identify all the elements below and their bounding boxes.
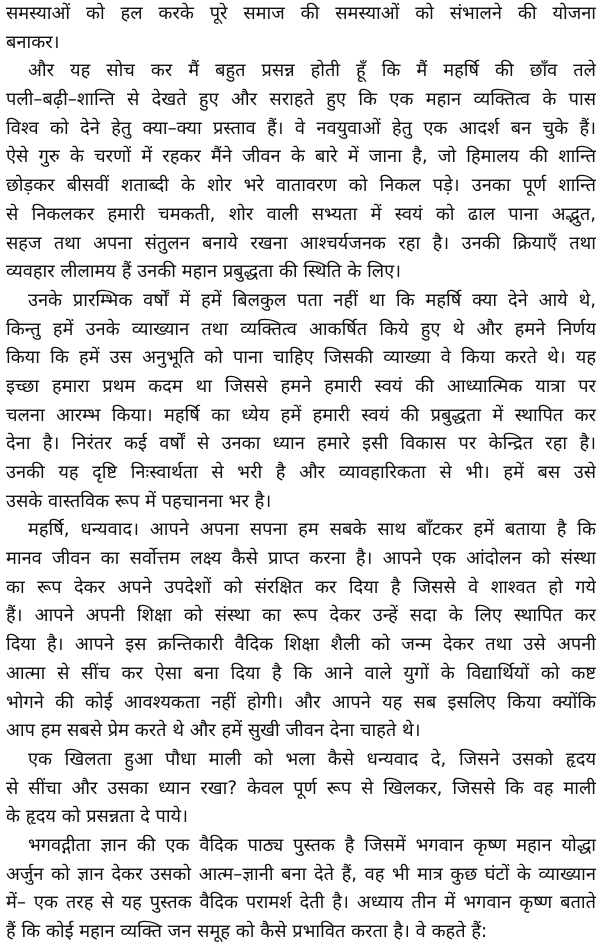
text-line: इच्छा हमारा प्रथम कदम था जिससे हमने हमारी स्वयं की आध्यात्मिक यात्रा पर	[6, 375, 596, 397]
text-line: के हृदय को प्रसन्नता दे पाये।	[6, 806, 188, 828]
text-line: भोगने की कोई आवश्यकता नहीं होगी। और आपने यह सब इसलिए किया क्योंकि	[6, 691, 596, 713]
text-line: महर्षि, धन्यवाद। आपने अपना सपना हम सबके साथ बाँटकर हमें बताया है कि	[28, 519, 596, 541]
paragraph-6	[6, 832, 596, 947]
text-line: उनके प्रारम्भिक वर्षों में हमें बिलकुल पता नहीं था कि महर्षि क्या देने आये थे,	[28, 289, 596, 311]
text-line: विश्व को देने हेतु क्या–क्या प्रस्ताव हैं। वे नवयुवाओं हेतु एक आदर्श बन चुके हैं।	[6, 117, 596, 139]
paragraph-2	[6, 57, 596, 287]
text-line: और यह सोच कर मैं बहुत प्रसन्न होती हूँ कि मैं महर्षि की छाँव तले	[28, 60, 596, 82]
text-line: एक खिलता हुआ पौधा माली को भला कैसे धन्यवाद दे, जिसने उसको हृदय	[28, 748, 596, 770]
text-line: हैं कि कोई महान व्यक्ति जन समूह को कैसे प्रभावित करता है। वे कहते हैं:	[6, 921, 488, 942]
text-line: अर्जुन को ज्ञान देकर उसको आत्म–ज्ञानी बना देते हैं, वह भी मात्र कुछ घंटों के व्याख्यान	[6, 863, 596, 885]
text-line: पली–बढ़ी–शान्ति से देखते हुए और सराहते हुए कि एक महान व्यक्तित्व के पास	[6, 89, 596, 111]
text-line: से निकलकर हमारी चमकती, शोर वाली सभ्यता में स्वयं को ढाल पाना अद्भुत,	[6, 203, 596, 225]
text-line: किया कि हमें उस अनुभूति को पाना चाहिए जिसकी व्याख्या वे किया करते थे। यह	[6, 347, 596, 369]
text-line: बनाकर।	[6, 31, 60, 53]
text-line: दिया है। आपने इस क्रन्तिकारी वैदिक शिक्षा शैली को जन्म देकर तथा उसे अपनी	[6, 634, 596, 656]
text-line: उनकी यह दृष्टि निःस्वार्थता से भरी है और व्यावहारिकता से भी। हमें बस उसे	[6, 462, 596, 483]
text-line: चलना आरम्भ किया। महर्षि का ध्येय हमें हमारी स्वयं की प्रबुद्धता में स्थापित कर	[6, 404, 596, 426]
text-line: में– एक तरह से यह पुस्तक वैदिक परामर्श देती है। अध्याय तीन में भगवान कृष्ण बताते	[6, 892, 596, 914]
text-line: समस्याओं को हल करके पूरे समाज की समस्याओं को संभालने की योजना	[6, 3, 596, 24]
text-line: देना है। निरंतर कई वर्षों से उनका ध्यान हमारे इसी विकास पर केन्द्रित रहा है।	[6, 433, 596, 455]
text-line: सहज तथा अपना संतुलन बनाये रखना आश्चर्यजनक रहा है। उनकी क्रियाएँ तथा	[6, 232, 596, 254]
text-line: आप हम सबसे प्रेम करते थे और हमें सुखी जीवन देना चाहते थे।	[6, 720, 421, 742]
text-line: उसके वास्तविक रूप में पहचानना भर है।	[6, 490, 272, 512]
paragraph-1	[6, 0, 596, 57]
text-line: व्यवहार लीलामय हैं उनकी महान प्रबुद्धता की स्थिति के लिए।	[6, 261, 402, 283]
text-line: से सींचा और उसका ध्यान रखा? केवल पूर्ण रूप से खिलकर, जिससे कि वह माली	[6, 777, 596, 799]
text-line: किन्तु हमें उनके व्याख्यान तथा व्यक्तित्व आकर्षित किये हुए थे और हमने निर्णय	[6, 318, 596, 340]
paragraph-5	[6, 746, 596, 832]
text-line: ऐसे गुरु के चरणों में रहकर मैंने जीवन के बारे में जाना है, जो हिमालय की शान्ति	[6, 146, 596, 168]
paragraph-3	[6, 287, 596, 517]
text-line: हैं। आपने अपनी शिक्षा को संस्था का रूप देकर उन्हें सदा के लिए स्थापित कर	[6, 605, 596, 627]
text-line: छोड़कर बीसवीं शताब्दी के शोर भरे वातावरण को निकल पड़े। उनका पूर्ण शान्ति	[6, 175, 596, 197]
text-line: आत्मा से सींच कर ऐसा बना दिया है कि आने वाले युगों के विद्यार्थियों को कष्ट	[6, 662, 596, 684]
text-line: का रूप देकर अपने उपदेशों को संरक्षित कर दिया है जिससे वे शाश्वत हो गये	[6, 576, 596, 598]
text-line: मानव जीवन का सर्वोत्तम लक्ष्य कैसे प्राप्त करना है। आपने एक आंदोलन को संस्था	[6, 548, 596, 570]
document-page	[6, 0, 596, 947]
text-line: भगवद्गीता ज्ञान की एक वैदिक पाठ्य पुस्तक है जिसमें भगवान कृष्ण महान योद्धा	[28, 834, 596, 856]
paragraph-4	[6, 516, 596, 746]
